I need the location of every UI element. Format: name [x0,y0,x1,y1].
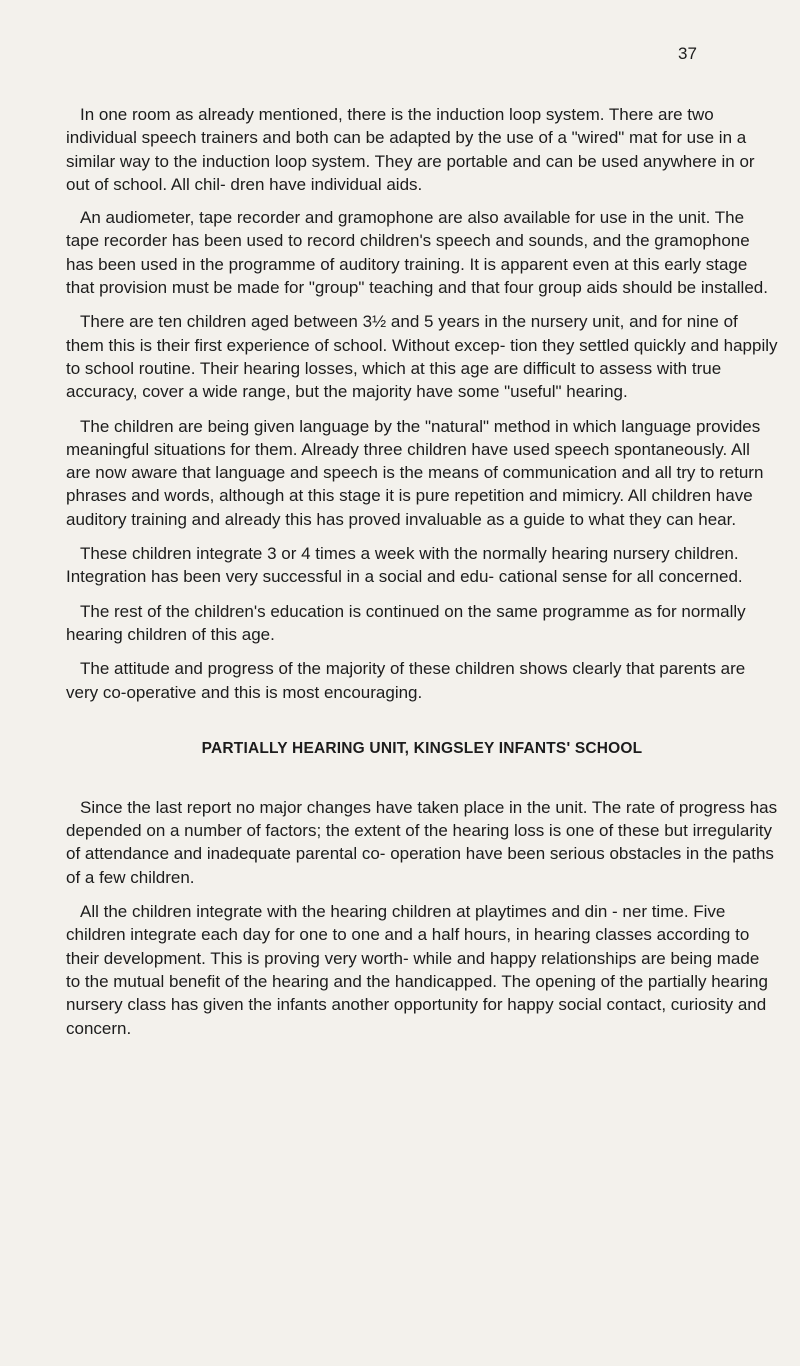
paragraph-since-last-report: Since the last report no major changes have taken place in the unit. The rate of progress has depended on a number of factors; the extent of the hearing loss is one of these but irregularity of attendance and inadequate parental co- operation have been serious obstacles in the paths of a few children. [66,797,778,887]
paragraph-parents: The attitude and progress of the majority of these children shows clearly that parents are very co-operative and this is most encouraging. [66,659,746,702]
paragraph-playtimes: All the children integrate with the hearing children at playtimes and din - ner time. Five children integrate each day for one to one and a half hours, in hearing classes according to their development. This is proving very worth- while and happy relationships are being made to the mutual benefit of the hearing and the handicapped. The opening of the partially hearing nursery class has given the infants another opportunity for happy social contact, curiosity and concern. [66,902,768,1038]
section-heading: PARTIALLY HEARING UNIT, KINGSLEY INFANTS' SCHOOL [201,739,643,757]
paragraph-programme: The rest of the children's education is continued on the same programme as for normally hearing children of this age. [66,601,746,644]
paragraph-integration: These children integrate 3 or 4 times a week with the normally hearing nursery children. Integration has been very successful in a social and edu- cational sense for all concerned. [66,544,743,587]
document-body [66,103,778,1040]
paragraph-audiometer: An audiometer, tape recorder and gramophone are also available for use in the unit. The tape recorder has been used to record children's speech and sounds, and the gramophone has been used in the programme of auditory training. It is apparent even at this early stage that provision must be made for "group" teaching and that four group aids should be installed. [66,208,768,298]
paragraph-induction-loop: In one room as already mentioned, there is the induction loop system. There are two individual speech trainers and both can be adapted by the use of a "wired" mat for use in a similar way to the induction loop system. They are portable and can be used anywhere in or out of school. All chil- dren have individual aids. [66,105,755,194]
paragraph-nursery-unit: There are ten children aged between 3½ and 5 years in the nursery unit, and for nine of them this is their first experience of school. Without excep- tion they settled quickly and happily to school routine. Their hearing losses, which at this age are difficult to assess with true accuracy, cover a wide range, but the majority have some "useful" hearing. [66,312,778,402]
page-number: 37 [678,44,697,63]
paragraph-natural-method: The children are being given language by the "natural" method in which language provides meaningful situations for them. Already three children have used speech spontaneously. All are now aware that language and speech is the means of communication and all try to return phrases and words, although at this stage it is pure repetition and mimicry. All children have auditory training and already this has proved invaluable as a guide to what they can hear. [66,416,764,529]
